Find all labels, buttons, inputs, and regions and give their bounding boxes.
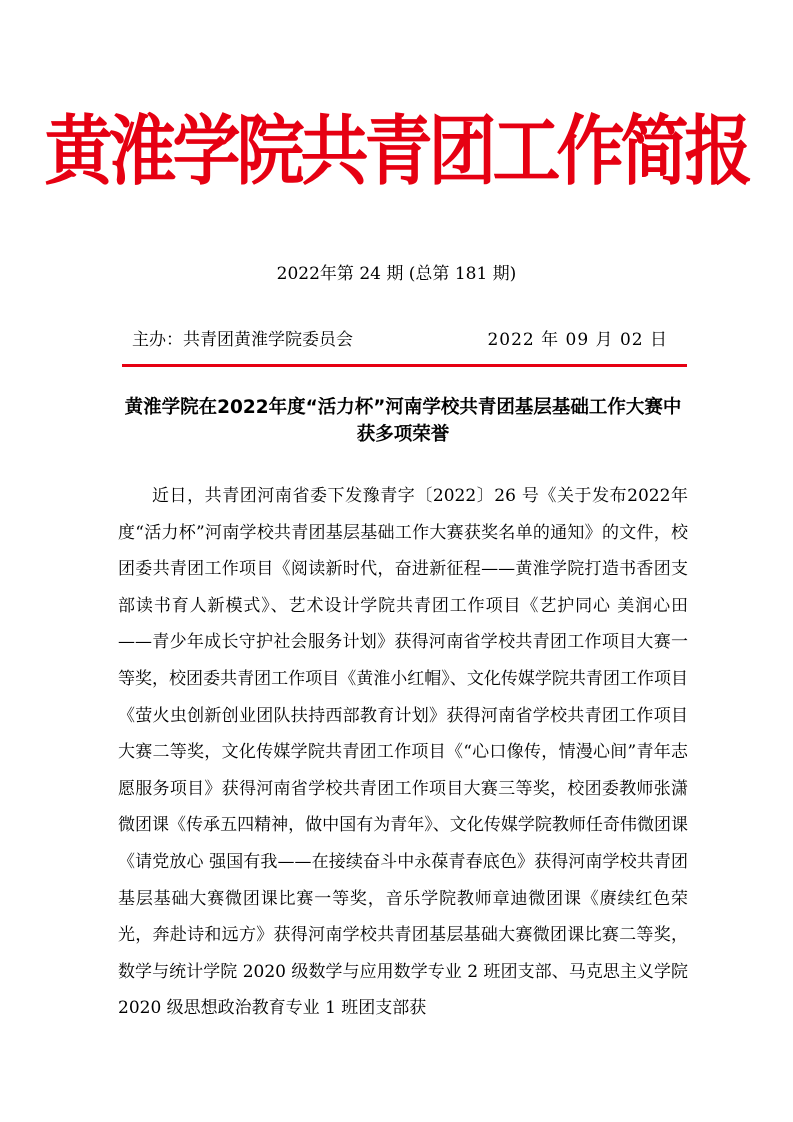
red-divider-line	[122, 364, 687, 367]
newsletter-masthead: 黄淮学院共青团工作简报	[44, 108, 749, 197]
organizer-line: 主办：共青团黄淮学院委员会	[132, 330, 353, 350]
issue-number: 2022年第 24 期 (总第 181 期)	[276, 264, 517, 284]
publication-date: 2022 年 09 月 02 日	[487, 330, 668, 350]
article-body: 近日，共青团河南省委下发豫青字〔2022〕26 号《关于发布2022年度“活力杯”河南学校共青团基层基础工作大赛获奖名单的通知》的文件，校团委共青团工作项目《阅读新时代，奋进新征程——黄淮学院打造书香团支部读书育人新模式》、艺术设计学院共青团工作项目《艺护同心 美润心田——青少年成长守护社会服务计划》获得河南省学校共青团工作项目大赛一等奖，校团委共青团工作项目《黄淮小红帽》、文化传媒学院共青团工作项目《萤火虫创新创业团队扶持西部教育计划》获得河南省学校共青团工作项目大赛二等奖，文化传媒学院共青团工作项目《“心口像传，情漫心间”青年志愿服务项目》获得河南省学校共青团工作项目大赛三等奖，校团委教师张潇微团课《传承五四精神，做中国有为青年》、文化传媒学院教师任奇伟微团课《请党放心 强国有我——在接续奋斗中永葆青春底色》获得河南学校共青团基层基础大赛微团课比赛一等奖，音乐学院教师章迪微团课《赓续红色荣光，奔赴诗和远方》获得河南学校共青团基层基础大赛微团课比赛二等奖，数学与统计学院 2020 级数学与应用数学专业 2 班团支部、马克思主义学院 2020 级思想政治教育专业 1 班团支部获	[118, 486, 688, 1019]
article-title: 黄淮学院在2022年度“活力杯”河南学校共青团基层基础工作大赛中获多项荣誉	[124, 397, 682, 445]
